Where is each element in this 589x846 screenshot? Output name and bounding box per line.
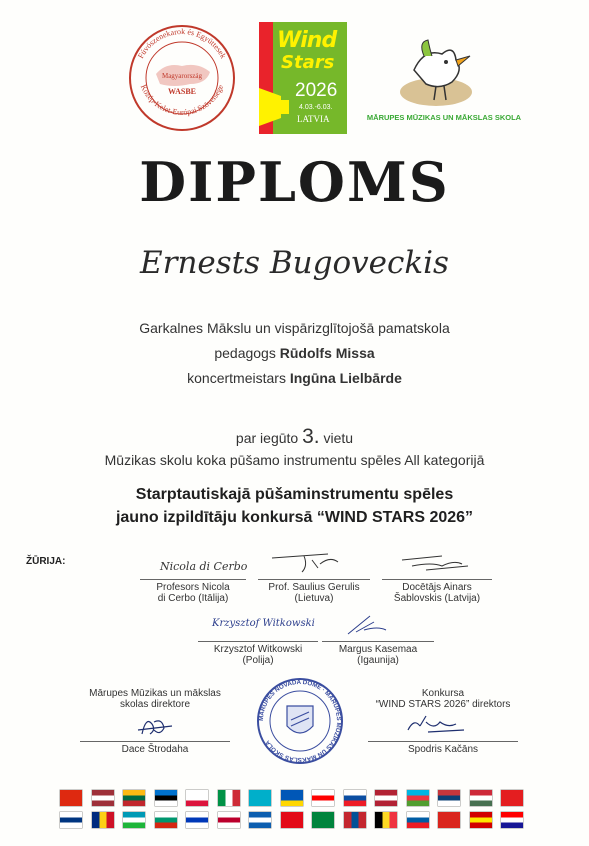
flag-lithuania bbox=[123, 790, 145, 806]
flag-kazakhstan bbox=[249, 790, 271, 806]
flag-greece bbox=[249, 812, 271, 828]
jury-signature-3 bbox=[382, 550, 492, 604]
svg-text:Fúvószenekarok és Együttesek: Fúvószenekarok és Együttesek bbox=[136, 26, 228, 60]
flag-romania bbox=[92, 812, 114, 828]
teacher-line bbox=[0, 345, 589, 361]
flag-belgium bbox=[375, 812, 397, 828]
school-line: Garkalnes Mākslu un vispārizglītojošā pamatskola bbox=[139, 320, 450, 336]
jury-signature-4 bbox=[198, 612, 318, 666]
jury-country: (Polija) bbox=[242, 655, 274, 666]
flag-latvia bbox=[92, 790, 114, 806]
flag-uzbekistan bbox=[123, 812, 145, 828]
signature-scribble bbox=[368, 710, 518, 738]
signature-scribble bbox=[198, 612, 318, 638]
flag-mongolia bbox=[344, 812, 366, 828]
flag-slovenia bbox=[407, 812, 429, 828]
flag-vietnam bbox=[438, 812, 460, 828]
jury-name: Margus Kasemaa bbox=[338, 644, 418, 655]
signature-scribble bbox=[382, 550, 492, 576]
flag-slovakia bbox=[344, 790, 366, 806]
award-place: 3. bbox=[302, 425, 320, 448]
jury-label: ŽŪRIJA: bbox=[26, 556, 66, 567]
flag-italy bbox=[218, 790, 240, 806]
jury-name: Krzysztof Witkowski bbox=[213, 644, 303, 655]
contest-line-2: jauno izpildītāju konkursā “WIND STARS 2026” bbox=[115, 509, 474, 526]
award-prefix: par iegūto bbox=[235, 430, 299, 446]
flag-azerbaijan bbox=[407, 790, 429, 806]
flag-croatia bbox=[501, 812, 523, 828]
svg-text:WASBE: WASBE bbox=[167, 87, 197, 96]
jury-country: di Cerbo (Itālija) bbox=[157, 593, 229, 604]
category-line: Mūzikas skolu koka pūšamo instrumentu spēles All kategorijā bbox=[104, 452, 485, 468]
signature-scribble bbox=[80, 710, 230, 738]
school-logo bbox=[366, 30, 522, 135]
flag-finland bbox=[60, 812, 82, 828]
director-right-title-2: “WIND STARS 2026” direktors bbox=[375, 699, 511, 710]
director-left-name: Dace Štrodaha bbox=[121, 744, 189, 755]
flag-hungary bbox=[470, 790, 492, 806]
jury-signature-2 bbox=[258, 550, 370, 604]
jury-signature-1 bbox=[140, 550, 246, 604]
contest-line-1: Starptautiskajā pūšaminstrumentu spēles bbox=[135, 486, 454, 503]
flag-usa bbox=[375, 790, 397, 806]
teacher-name: Rūdolfs Missa bbox=[279, 345, 375, 361]
flag-serbia bbox=[438, 790, 460, 806]
flag-albania bbox=[501, 790, 523, 806]
director-left-title-1: Mārupes Mūzikas un mākslas bbox=[89, 688, 221, 699]
director-left bbox=[80, 688, 230, 755]
award-suffix: vietu bbox=[323, 430, 354, 446]
svg-text:MĀRUPES NOVADA DOME · MĀRUPES: MĀRUPES NOVADA DOME · MĀRUPES MŪZIKAS UN MĀKSLAS SKOLA bbox=[257, 678, 343, 764]
flag-bulgaria bbox=[155, 812, 177, 828]
page-title: DIPLOMS bbox=[139, 150, 450, 214]
flag-japan bbox=[218, 812, 240, 828]
jury-country: (Lietuva) bbox=[294, 593, 334, 604]
signature-scribble bbox=[322, 612, 434, 638]
accompanist-line bbox=[0, 370, 589, 386]
horn-icon bbox=[259, 84, 289, 130]
official-stamp bbox=[255, 676, 345, 766]
flag-georgia bbox=[312, 790, 334, 806]
wind-text: Wind bbox=[277, 28, 337, 53]
svg-text:Közép-Kelet-Európai Szövetsége: Közép-Kelet-Európai Szövetsége bbox=[138, 83, 226, 117]
teacher-prefix: pedagogs bbox=[214, 345, 276, 361]
wasbe-logo bbox=[126, 22, 238, 134]
flag-turkmenistan bbox=[312, 812, 334, 828]
award-line bbox=[0, 425, 589, 449]
director-right-name: Spodris Kačāns bbox=[407, 744, 479, 755]
jury-country: Šablovskis (Latvija) bbox=[393, 593, 481, 604]
flag-turkey bbox=[281, 812, 303, 828]
svg-text:Magyarország: Magyarország bbox=[161, 72, 203, 80]
jury-name: Prof. Saulius Gerulis bbox=[268, 582, 360, 593]
wind-stars-logo bbox=[259, 22, 347, 134]
svg-text:Krzysztof Witkowski: Krzysztof Witkowski bbox=[212, 618, 315, 629]
country-text: LATVIA bbox=[297, 114, 330, 124]
flag-estonia bbox=[155, 790, 177, 806]
flag-china bbox=[60, 790, 82, 806]
director-right bbox=[368, 688, 518, 755]
school-logo-text: MĀRUPES MŪZIKAS UN MĀKSLAS SKOLA bbox=[366, 113, 522, 122]
director-right-title-1: Konkursa bbox=[421, 688, 465, 699]
jury-signature-5 bbox=[322, 612, 434, 666]
accompanist-prefix: koncertmeistars bbox=[187, 370, 286, 386]
signature-scribble bbox=[140, 550, 246, 576]
jury-name: Docētājs Ainars bbox=[402, 582, 472, 593]
jury-name: Profesors Nicola bbox=[156, 582, 230, 593]
year-text: 2026 bbox=[295, 80, 338, 101]
accompanist-name: Ingūna Lielbārde bbox=[289, 370, 402, 386]
director-left-title-2: skolas direktore bbox=[119, 699, 191, 710]
jury-country: (Igaunija) bbox=[357, 655, 399, 666]
signature-scribble bbox=[258, 550, 370, 576]
svg-text:Nicola di Cerbo: Nicola di Cerbo bbox=[160, 560, 248, 573]
recipient-name: Ernests Bugoveckis bbox=[140, 245, 449, 281]
stars-text: Stars bbox=[281, 52, 335, 73]
flag-ukraine bbox=[281, 790, 303, 806]
flag-israel bbox=[186, 812, 208, 828]
flag-poland bbox=[186, 790, 208, 806]
flag-north-macedonia bbox=[470, 812, 492, 828]
dates-text: 4.03.-6.03. bbox=[299, 104, 333, 111]
